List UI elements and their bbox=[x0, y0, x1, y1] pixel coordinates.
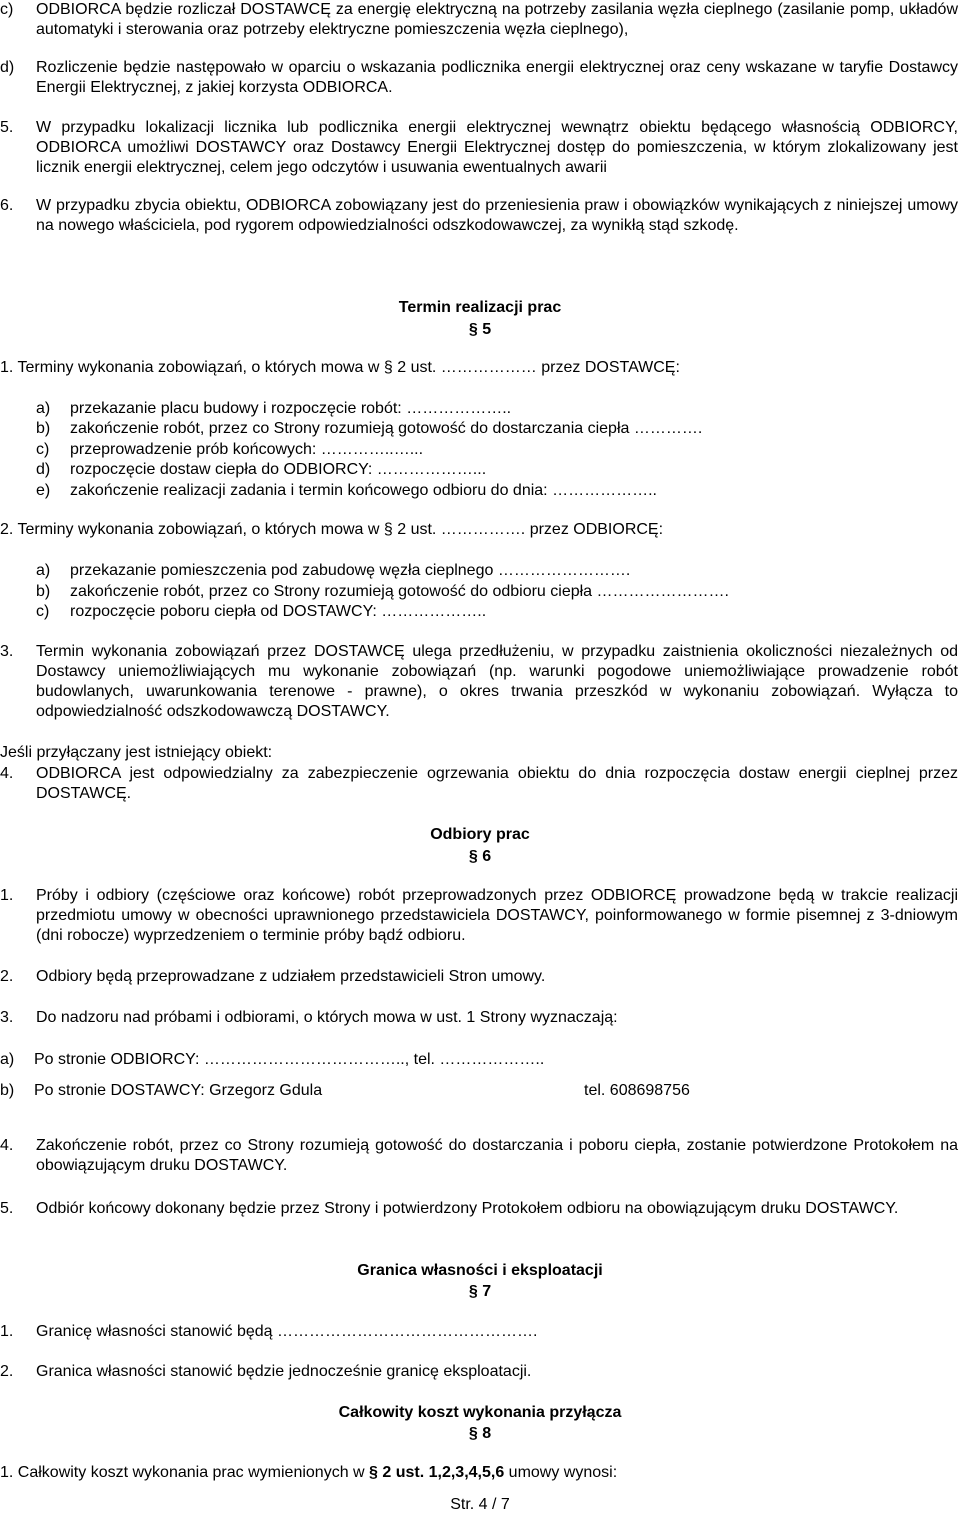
section-heading: Całkowity koszt wykonania przyłącza bbox=[338, 1404, 622, 1421]
section-heading: Granica własności i eksploatacji bbox=[357, 1262, 603, 1279]
s6-paragraph-5 bbox=[0, 1199, 958, 1219]
paragraph-text: Termin wykonania zobowiązań przez DOSTAWCĘ ulega przedłużeniu, w przypadku zaistnienia okoliczności niezależnych od Dostawcy uniemożliwiających mu wykonanie zobowiązań (np. warunki pogodowe uniemożliwiające prowadzenie robót budowlanych, uwarunkowania terenowe - prawne), o okres trwania przeszkód w wykonaniu zobowiązań. Wyłącza to odpowiedzialność odszkodowawczą DOSTAWCY. bbox=[36, 643, 958, 720]
paragraph-text: Odbiory będą przeprowadzane z udziałem przedstawicieli Stron umowy. bbox=[36, 968, 546, 985]
section-symbol: § 8 bbox=[468, 1425, 492, 1442]
s6-paragraph-4 bbox=[0, 1136, 958, 1176]
s5-paragraph-1: 1. Terminy wykonania zobowiązań, o których mowa w § 2 ust. ……………… przez DOSTAWCĘ: bbox=[0, 359, 680, 376]
existing-object-note: Jeśli przyłączany jest istniejący obiekt: bbox=[0, 744, 273, 761]
clause-label: c) bbox=[0, 1, 14, 18]
s6-paragraph-2 bbox=[0, 967, 958, 987]
paragraph-label: 2. bbox=[0, 968, 14, 985]
s5-list1-item: a) przekazanie placu budowy i rozpoczęcie robót: ……………….. bbox=[36, 400, 512, 417]
paragraph-text: Granicę własności stanowić będą …………………………………………. bbox=[36, 1323, 538, 1340]
s6-paragraph-1 bbox=[0, 886, 958, 946]
s5-paragraph-3 bbox=[0, 642, 958, 722]
s5-list1-item: e) zakończenie realizacji zadania i termin końcowego odbioru do dnia: ……………….. bbox=[36, 482, 657, 499]
clause-text: Rozliczenie będzie następowało w oparciu o wskazania podlicznika energii elektrycznej oraz ceny wskazane w taryfie Dostawcy Energii Elektrycznej, z jakiej korzysta ODBIORCA. bbox=[36, 59, 958, 96]
s5-list2-item: b) zakończenie robót, przez co Strony rozumieją gotowość do odbioru ciepła ……………………. bbox=[36, 583, 729, 600]
paragraph-text: W przypadku zbycia obiektu, ODBIORCA zobowiązany jest do przeniesienia praw i obowiązków wynikających z niniejszej umowy na nowego właściciela, pod rygorem odpowiedzialności odszkodowawczej, za wynikłą stąd szkodę. bbox=[36, 197, 958, 234]
s7-paragraph-2 bbox=[0, 1362, 958, 1382]
paragraph-text: Próby i odbiory (częściowe oraz końcowe) robót przeprowadzonych przez ODBIORCĘ prowadzone będą w trakcie realizacji przedmiotu umowy w obecności uprawnionego przedstawiciela DOSTAWCY, poinformowanego w formie pisemnej z 3-dniowym (dni robocze) wyprzedzeniem o terminie próby bądź odbioru. bbox=[36, 887, 958, 944]
paragraph-text: Granica własności stanowić będzie jednocześnie granicę eksploatacji. bbox=[36, 1363, 532, 1380]
paragraph-label: 1. bbox=[0, 887, 14, 904]
representative-odbiorca: a) Po stronie ODBIORCY: ……………………………….., tel. ……………….. bbox=[0, 1051, 545, 1068]
clause-d bbox=[0, 58, 958, 98]
section-symbol: § 7 bbox=[468, 1283, 492, 1300]
paragraph-label: 4. bbox=[0, 765, 14, 782]
paragraph-text: Zakończenie robót, przez co Strony rozumieją gotowość do dostarczania i poboru ciepła, zostanie potwierdzone Protokołem na obowiązującym druku DOSTAWCY. bbox=[36, 1137, 958, 1174]
section-symbol: § 5 bbox=[468, 321, 492, 338]
s8-reference: § 2 ust. 1,2,3,4,5,6 bbox=[369, 1464, 505, 1481]
paragraph-text: Do nadzoru nad próbami i odbiorami, o których mowa w ust. 1 Strony wyznaczają: bbox=[36, 1009, 618, 1026]
section-symbol: § 6 bbox=[468, 848, 492, 865]
paragraph-5 bbox=[0, 118, 958, 178]
s5-list2-item: c) rozpoczęcie poboru ciepła od DOSTAWCY: ……………….. bbox=[36, 603, 487, 620]
paragraph-text: W przypadku lokalizacji licznika lub podlicznika energii elektrycznej wewnątrz obiektu będącego własnością ODBIORCY, ODBIORCA umożliwi DOSTAWCY oraz Dostawcy Energii Elektrycznej dostęp do pomieszczenia, w którym zlokalizowany jest licznik energii elektrycznej, celem jego odczytów i usuwania ewentualnych awarii bbox=[36, 119, 958, 176]
s6-paragraph-3 bbox=[0, 1008, 958, 1028]
paragraph-text: Odbiór końcowy dokonany będzie przez Strony i potwierdzony Protokołem odbioru na obowiązującym druku DOSTAWCY. bbox=[36, 1200, 899, 1217]
s5-list1-item: b) zakończenie robót, przez co Strony rozumieją gotowość do dostarczania ciepła …………. bbox=[36, 420, 703, 437]
paragraph-text: ODBIORCA jest odpowiedzialny za zabezpieczenie ogrzewania obiektu do dnia rozpoczęcia dostaw energii cieplnej przez DOSTAWCĘ. bbox=[36, 765, 958, 802]
s5-paragraph-2: 2. Terminy wykonania zobowiązań, o których mowa w § 2 ust. ……………. przez ODBIORCĘ: bbox=[0, 521, 664, 538]
clause-c bbox=[0, 0, 958, 40]
s5-list1-item: d) rozpoczęcie dostaw ciepła do ODBIORCY: ………………... bbox=[36, 461, 487, 478]
section-heading: Odbiory prac bbox=[430, 826, 530, 843]
s7-paragraph-1 bbox=[0, 1322, 958, 1342]
representative-dostawca: b) Po stronie DOSTAWCY: Grzegorz Gdula bbox=[0, 1082, 323, 1099]
clause-text: ODBIORCA będzie rozliczał DOSTAWCĘ za energię elektryczną na potrzeby zasilania węzła cieplnego (zasilanie pomp, układów automatyki i sterowania oraz potrzeby elektryczne pomieszczenia węzła cieplnego), bbox=[36, 1, 958, 38]
s5-list2-item: a) przekazanie pomieszczenia pod zabudowę węzła cieplnego ……………………. bbox=[36, 562, 631, 579]
paragraph-6 bbox=[0, 196, 958, 236]
paragraph-label: 3. bbox=[0, 643, 14, 660]
paragraph-label: 6. bbox=[0, 197, 14, 214]
representative-dostawca-phone: tel. 608698756 bbox=[584, 1082, 690, 1099]
paragraph-label: 1. bbox=[0, 1323, 14, 1340]
s8-paragraph-1: 1. Całkowity koszt wykonania prac wymienionych w § 2 ust. 1,2,3,4,5,6 umowy wynosi: bbox=[0, 1464, 618, 1481]
paragraph-label: 5. bbox=[0, 1200, 14, 1217]
paragraph-label: 4. bbox=[0, 1137, 14, 1154]
paragraph-label: 2. bbox=[0, 1363, 14, 1380]
s5-paragraph-4 bbox=[0, 764, 958, 804]
page-number: Str. 4 / 7 bbox=[450, 1496, 510, 1513]
paragraph-label: 5. bbox=[0, 119, 14, 136]
paragraph-label: 3. bbox=[0, 1009, 14, 1026]
section-heading: Termin realizacji prac bbox=[398, 299, 562, 316]
s5-list1-item: c) przeprowadzenie prób końcowych: …………..…... bbox=[36, 441, 424, 458]
clause-label: d) bbox=[0, 59, 15, 76]
